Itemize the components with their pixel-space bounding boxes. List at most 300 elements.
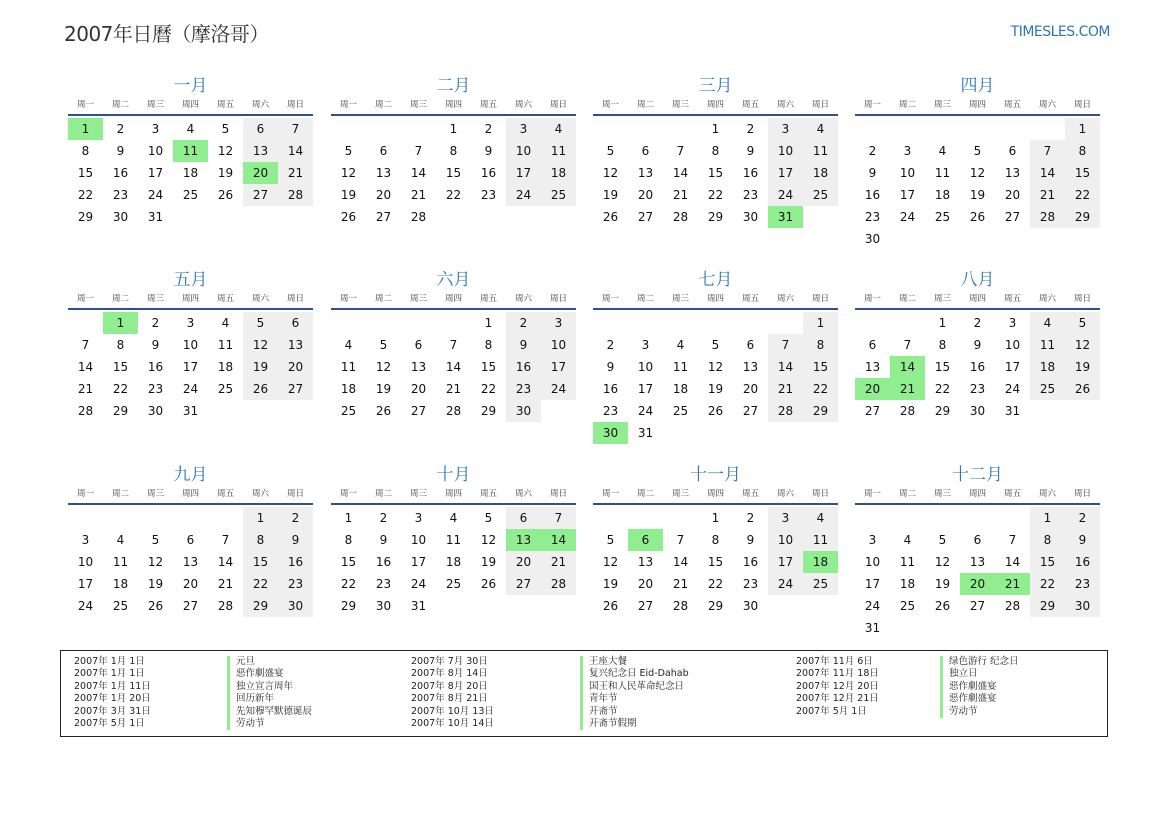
weekday-header: [593, 486, 838, 505]
day-cell: 31: [147, 210, 164, 224]
weekday-label: 周日: [549, 294, 567, 304]
weekday-label: 周五: [741, 100, 759, 110]
day-cell: 26: [340, 210, 357, 224]
day-cell: 14: [1004, 555, 1021, 569]
day-cell: 16: [1065, 551, 1100, 573]
day-cell: 13: [637, 166, 654, 180]
legend-date: 2007年 1月 1日: [74, 656, 145, 667]
empty-cell: [698, 312, 733, 334]
day-cell: 18: [182, 166, 199, 180]
weekday-label: 周日: [811, 100, 829, 110]
day-cell: 25: [217, 382, 234, 396]
day-cell: 21: [410, 188, 427, 202]
weekday-label: 周三: [671, 294, 689, 304]
day-cell: 12: [707, 360, 724, 374]
day-cell: 19: [147, 577, 164, 591]
day-cell: 22: [243, 573, 278, 595]
day-cell: 27: [637, 599, 654, 613]
day-cell: 17: [182, 360, 199, 374]
empty-cell: [138, 507, 173, 529]
day-cell: 10: [147, 144, 164, 158]
day-cell: 15: [112, 360, 129, 374]
day-cell: 21: [672, 577, 689, 591]
day-cell: 15: [340, 555, 357, 569]
day-cell: 1: [803, 312, 838, 334]
day-cell: 10: [768, 140, 803, 162]
day-cell: 25: [803, 573, 838, 595]
day-cell: 9: [151, 338, 160, 352]
weekday-label: 周四: [968, 489, 986, 499]
day-cell: 13: [182, 555, 199, 569]
holiday-day-cell: 14: [890, 356, 925, 378]
day-cell: 26: [602, 210, 619, 224]
day-cell: 1: [1030, 507, 1065, 529]
legend-date: 2007年 10月 13日: [411, 705, 494, 717]
day-cell: 24: [899, 210, 916, 224]
day-cell: 17: [768, 551, 803, 573]
day-cell: 2: [868, 144, 877, 158]
day-cell: 7: [768, 334, 803, 356]
day-cell: 8: [243, 529, 278, 551]
day-cell: 10: [410, 533, 427, 547]
legend-holiday-name: 惡作劇盛宴: [940, 693, 1019, 705]
legend-holiday-name: 独立日: [940, 668, 1019, 680]
empty-cell: [331, 312, 366, 334]
day-cell: 9: [278, 529, 313, 551]
weekday-label: 周日: [286, 489, 304, 499]
day-cell: 1: [938, 316, 947, 330]
weekday-header: [68, 97, 313, 116]
day-cell: 19: [602, 188, 619, 202]
legend-holiday-name: 复兴纪念日 Eid-Dahab: [580, 668, 689, 680]
day-cell: 10: [864, 555, 881, 569]
day-cell: 20: [1004, 188, 1021, 202]
day-cell: 9: [606, 360, 615, 374]
day-cell: 27: [506, 573, 541, 595]
day-cell: 8: [938, 338, 947, 352]
day-cell: 22: [803, 378, 838, 400]
day-cell: 15: [934, 360, 951, 374]
day-cell: 17: [506, 162, 541, 184]
day-cell: 9: [746, 533, 755, 547]
day-cell: 9: [506, 334, 541, 356]
day-cell: 19: [934, 577, 951, 591]
empty-cell: [663, 118, 698, 140]
month-block: [593, 465, 838, 617]
day-cell: 31: [637, 426, 654, 440]
empty-cell: [855, 118, 890, 140]
legend-date: 2007年 1月 20日: [74, 693, 151, 705]
day-cell: 9: [379, 533, 388, 547]
day-cell: 23: [742, 188, 759, 202]
day-cell: 27: [182, 599, 199, 613]
day-cell: 22: [934, 382, 951, 396]
day-cell: 17: [637, 382, 654, 396]
weekday-header: [68, 486, 313, 505]
day-cell: 16: [480, 166, 497, 180]
empty-cell: [593, 507, 628, 529]
holiday-day-cell: 14: [541, 529, 576, 551]
weekday-label: 周一: [601, 489, 619, 499]
day-cell: 6: [1008, 144, 1017, 158]
day-cell: 19: [243, 356, 278, 378]
day-cell: 16: [969, 360, 986, 374]
day-cell: 27: [410, 404, 427, 418]
month-name: 六月: [436, 270, 471, 290]
day-cell: 2: [116, 122, 125, 136]
day-cell: 8: [711, 533, 720, 547]
day-cell: 25: [803, 184, 838, 206]
empty-cell: [890, 507, 925, 529]
day-cell: 30: [112, 210, 129, 224]
holiday-day-cell: 1: [68, 118, 103, 140]
day-grid: [331, 118, 576, 228]
day-cell: 10: [637, 360, 654, 374]
day-cell: 17: [768, 162, 803, 184]
holiday-day-cell: 20: [960, 573, 995, 595]
day-cell: 21: [77, 382, 94, 396]
weekday-label: 周六: [514, 100, 532, 110]
day-cell: 27: [375, 210, 392, 224]
weekday-label: 周五: [1003, 489, 1021, 499]
weekday-label: 周三: [671, 100, 689, 110]
legend-holiday-name: 王座大餐: [580, 656, 689, 668]
day-cell: 7: [676, 144, 685, 158]
empty-cell: [925, 118, 960, 140]
day-cell: 29: [707, 210, 724, 224]
day-cell: 22: [707, 577, 724, 591]
day-cell: 2: [278, 507, 313, 529]
day-cell: 7: [221, 533, 230, 547]
day-cell: 13: [969, 555, 986, 569]
day-cell: 8: [344, 533, 353, 547]
day-cell: 11: [217, 338, 234, 352]
weekday-label: 周日: [811, 294, 829, 304]
day-cell: 5: [379, 338, 388, 352]
empty-cell: [855, 507, 890, 529]
day-cell: 25: [1030, 378, 1065, 400]
weekday-header: [593, 97, 838, 116]
legend-dates-col-2: [411, 656, 494, 730]
month-block: [593, 76, 838, 228]
day-cell: 25: [112, 599, 129, 613]
day-cell: 8: [1065, 140, 1100, 162]
day-cell: 13: [637, 555, 654, 569]
day-cell: 12: [340, 166, 357, 180]
day-cell: 30: [742, 210, 759, 224]
legend-holiday-name: 绿色游行 纪念日: [940, 656, 1019, 668]
day-cell: 2: [746, 122, 755, 136]
empty-cell: [208, 507, 243, 529]
day-cell: 3: [541, 312, 576, 334]
weekday-label: 周一: [76, 489, 94, 499]
day-cell: 17: [147, 166, 164, 180]
day-cell: 6: [379, 144, 388, 158]
empty-cell: [68, 507, 103, 529]
weekday-label: 周四: [181, 100, 199, 110]
day-cell: 5: [606, 533, 615, 547]
day-cell: 14: [445, 360, 462, 374]
day-cell: 24: [147, 188, 164, 202]
day-cell: 7: [81, 338, 90, 352]
month-name: 三月: [698, 76, 733, 96]
empty-cell: [593, 118, 628, 140]
empty-cell: [593, 312, 628, 334]
day-cell: 26: [1065, 378, 1100, 400]
day-cell: 30: [742, 599, 759, 613]
day-cell: 3: [506, 118, 541, 140]
weekday-label: 周六: [1038, 100, 1056, 110]
day-cell: 1: [243, 507, 278, 529]
day-cell: 14: [410, 166, 427, 180]
day-cell: 5: [243, 312, 278, 334]
day-cell: 6: [414, 338, 423, 352]
month-block: [331, 465, 576, 617]
weekday-label: 周五: [1003, 294, 1021, 304]
site-link[interactable]: TIMESLES.COM: [1010, 24, 1110, 40]
day-cell: 2: [151, 316, 160, 330]
day-cell: 23: [742, 577, 759, 591]
day-cell: 10: [182, 338, 199, 352]
empty-cell: [960, 507, 995, 529]
day-cell: 21: [445, 382, 462, 396]
day-cell: 15: [803, 356, 838, 378]
day-cell: 13: [864, 360, 881, 374]
day-grid: [593, 312, 838, 444]
weekday-header: [331, 486, 576, 505]
holiday-day-cell: 21: [890, 378, 925, 400]
day-cell: 5: [151, 533, 160, 547]
day-cell: 5: [344, 144, 353, 158]
day-cell: 4: [541, 118, 576, 140]
day-cell: 18: [672, 382, 689, 396]
weekday-label: 周六: [776, 100, 794, 110]
day-cell: 16: [278, 551, 313, 573]
day-cell: 24: [182, 382, 199, 396]
day-cell: 26: [934, 599, 951, 613]
day-cell: 31: [1004, 404, 1021, 418]
month-block: [855, 465, 1100, 639]
day-cell: 29: [112, 404, 129, 418]
weekday-label: 周三: [933, 294, 951, 304]
day-cell: 18: [340, 382, 357, 396]
day-cell: 28: [278, 184, 313, 206]
month-name: 二月: [436, 76, 471, 96]
day-cell: 21: [541, 551, 576, 573]
day-cell: 12: [480, 533, 497, 547]
day-cell: 2: [973, 316, 982, 330]
day-cell: 16: [742, 555, 759, 569]
day-grid: [855, 312, 1100, 422]
day-cell: 3: [81, 533, 90, 547]
weekday-label: 周三: [933, 100, 951, 110]
weekday-label: 周二: [374, 294, 392, 304]
day-cell: 31: [182, 404, 199, 418]
day-cell: 23: [1065, 573, 1100, 595]
holiday-day-cell: 20: [243, 162, 278, 184]
day-cell: 21: [1030, 184, 1065, 206]
day-cell: 23: [112, 188, 129, 202]
month-name: 四月: [960, 76, 995, 96]
empty-cell: [366, 118, 401, 140]
day-cell: 13: [742, 360, 759, 374]
weekday-label: 周一: [601, 294, 619, 304]
month-block: [331, 270, 576, 422]
day-cell: 23: [864, 210, 881, 224]
day-cell: 24: [768, 573, 803, 595]
day-cell: 25: [934, 210, 951, 224]
day-cell: 28: [1004, 599, 1021, 613]
month-block: [331, 76, 576, 228]
empty-cell: [733, 312, 768, 334]
day-cell: 6: [746, 338, 755, 352]
day-cell: 16: [147, 360, 164, 374]
day-cell: 28: [899, 404, 916, 418]
legend-holiday-name: 劳动节: [940, 706, 1019, 718]
day-cell: 27: [864, 404, 881, 418]
day-cell: 25: [899, 599, 916, 613]
empty-cell: [68, 312, 103, 334]
empty-cell: [401, 118, 436, 140]
weekday-header: [855, 291, 1100, 310]
day-cell: 5: [484, 511, 493, 525]
day-cell: 15: [445, 166, 462, 180]
weekday-header: [855, 486, 1100, 505]
day-cell: 8: [711, 144, 720, 158]
weekday-label: 周五: [479, 294, 497, 304]
day-cell: 11: [672, 360, 689, 374]
month-block: [593, 270, 838, 444]
weekday-label: 周五: [741, 294, 759, 304]
day-cell: 11: [340, 360, 357, 374]
day-cell: 15: [77, 166, 94, 180]
day-cell: 1: [449, 122, 458, 136]
legend-holiday-name: 元旦: [227, 656, 312, 668]
day-cell: 27: [969, 599, 986, 613]
day-cell: 3: [1008, 316, 1017, 330]
weekday-label: 周一: [863, 294, 881, 304]
day-cell: 17: [541, 356, 576, 378]
empty-cell: [890, 118, 925, 140]
day-grid: [68, 507, 313, 617]
day-cell: 19: [217, 166, 234, 180]
weekday-label: 周日: [549, 489, 567, 499]
weekday-label: 周四: [706, 294, 724, 304]
day-cell: 16: [864, 188, 881, 202]
weekday-label: 周六: [251, 294, 269, 304]
weekday-label: 周二: [111, 489, 129, 499]
day-cell: 28: [672, 210, 689, 224]
day-cell: 1: [484, 316, 493, 330]
day-grid: [68, 312, 313, 422]
weekday-label: 周六: [251, 489, 269, 499]
weekday-label: 周六: [1038, 294, 1056, 304]
day-cell: 24: [410, 577, 427, 591]
day-cell: 28: [672, 599, 689, 613]
day-cell: 24: [864, 599, 881, 613]
day-cell: 25: [672, 404, 689, 418]
day-cell: 4: [449, 511, 458, 525]
day-cell: 12: [934, 555, 951, 569]
day-cell: 26: [480, 577, 497, 591]
day-cell: 9: [1065, 529, 1100, 551]
day-cell: 22: [340, 577, 357, 591]
day-cell: 23: [147, 382, 164, 396]
month-name: 七月: [698, 270, 733, 290]
day-cell: 25: [340, 404, 357, 418]
day-cell: 3: [641, 338, 650, 352]
day-cell: 26: [602, 599, 619, 613]
day-cell: 5: [938, 533, 947, 547]
day-cell: 8: [484, 338, 493, 352]
day-cell: 10: [77, 555, 94, 569]
holiday-day-cell: 31: [768, 206, 803, 228]
day-cell: 20: [410, 382, 427, 396]
day-cell: 16: [112, 166, 129, 180]
day-cell: 19: [1065, 356, 1100, 378]
day-grid: [331, 312, 576, 422]
day-cell: 8: [116, 338, 125, 352]
day-cell: 26: [217, 188, 234, 202]
weekday-label: 周二: [898, 294, 916, 304]
day-cell: 30: [147, 404, 164, 418]
day-cell: 5: [221, 122, 230, 136]
day-cell: 27: [278, 378, 313, 400]
weekday-label: 周日: [811, 489, 829, 499]
day-cell: 5: [1065, 312, 1100, 334]
day-cell: 25: [445, 577, 462, 591]
day-cell: 24: [506, 184, 541, 206]
day-cell: 27: [637, 210, 654, 224]
day-cell: 14: [672, 166, 689, 180]
day-cell: 25: [182, 188, 199, 202]
day-cell: 5: [973, 144, 982, 158]
weekday-label: 周四: [181, 294, 199, 304]
day-cell: 15: [1030, 551, 1065, 573]
day-cell: 24: [77, 599, 94, 613]
day-cell: 7: [1008, 533, 1017, 547]
holiday-day-cell: 21: [995, 573, 1030, 595]
day-cell: 18: [1030, 356, 1065, 378]
day-cell: 23: [278, 573, 313, 595]
day-cell: 29: [243, 595, 278, 617]
day-cell: 4: [903, 533, 912, 547]
day-cell: 22: [445, 188, 462, 202]
empty-cell: [628, 118, 663, 140]
day-cell: 26: [707, 404, 724, 418]
day-cell: 8: [449, 144, 458, 158]
day-cell: 28: [768, 400, 803, 422]
empty-cell: [1030, 118, 1065, 140]
day-cell: 6: [506, 507, 541, 529]
day-cell: 3: [151, 122, 160, 136]
weekday-label: 周三: [146, 294, 164, 304]
day-cell: 28: [410, 210, 427, 224]
weekday-label: 周日: [1073, 294, 1091, 304]
day-cell: 7: [414, 144, 423, 158]
day-cell: 4: [676, 338, 685, 352]
day-cell: 2: [746, 511, 755, 525]
day-cell: 9: [973, 338, 982, 352]
weekday-label: 周三: [671, 489, 689, 499]
day-cell: 17: [1004, 360, 1021, 374]
month-name: 十二月: [952, 465, 1003, 485]
day-cell: 12: [147, 555, 164, 569]
weekday-label: 周一: [76, 100, 94, 110]
weekday-label: 周日: [1073, 100, 1091, 110]
day-cell: 17: [899, 188, 916, 202]
day-cell: 23: [480, 188, 497, 202]
